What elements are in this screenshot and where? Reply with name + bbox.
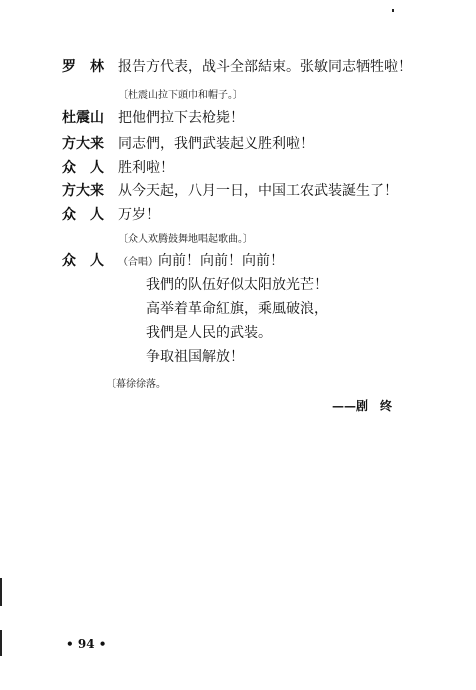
chorus-marker: （合唱） bbox=[118, 257, 158, 268]
song-line: 我們是人民的武装。 bbox=[146, 325, 272, 341]
speaker-crowd: 众 人 bbox=[62, 160, 104, 176]
chorus-text: 向前！向前！向前！ bbox=[158, 253, 284, 269]
speaker-crowd: 众 人 bbox=[62, 207, 104, 223]
dialogue-line bbox=[118, 250, 284, 270]
dialogue-line: 同志們，我們武装起义胜利啦！ bbox=[118, 136, 314, 152]
curtain-stage-direction: 〔幕徐徐落。 bbox=[106, 379, 166, 390]
dialogue-line: 报告方代表，战斗全部結束。张敏同志牺牲啦！ bbox=[118, 59, 412, 75]
dialogue-line: 万岁！ bbox=[118, 207, 160, 223]
scan-speck bbox=[392, 9, 394, 12]
speaker-crowd: 众 人 bbox=[62, 253, 104, 269]
speaker-fangdalai: 方大来 bbox=[62, 136, 104, 152]
song-line: 争取祖国解放！ bbox=[146, 349, 244, 365]
page-number: • 94 • bbox=[66, 637, 107, 651]
stage-direction: 〔杜震山拉下頭巾和帽子。〕 bbox=[118, 90, 243, 101]
margin-mark bbox=[0, 578, 2, 606]
the-end-label: ——剧 终 bbox=[332, 399, 393, 413]
dialogue-line: 从今天起，八月一日，中国工农武装誕生了！ bbox=[118, 183, 398, 199]
speaker-luolin: 罗 林 bbox=[62, 59, 104, 75]
stage-direction: 〔众人欢腾鼓舞地唱起歌曲。〕 bbox=[118, 234, 253, 245]
dialogue-line: 胜利啦！ bbox=[118, 160, 174, 176]
speaker-fangdalai: 方大来 bbox=[62, 183, 104, 199]
speaker-duzhenshan: 杜震山 bbox=[62, 110, 104, 126]
margin-mark bbox=[0, 630, 2, 656]
song-line: 高举着革命紅旗，乘風破浪， bbox=[146, 301, 328, 317]
dialogue-line: 把他們拉下去枪毙！ bbox=[118, 110, 244, 126]
song-line: 我們的队伍好似太阳放光芒！ bbox=[146, 277, 328, 293]
